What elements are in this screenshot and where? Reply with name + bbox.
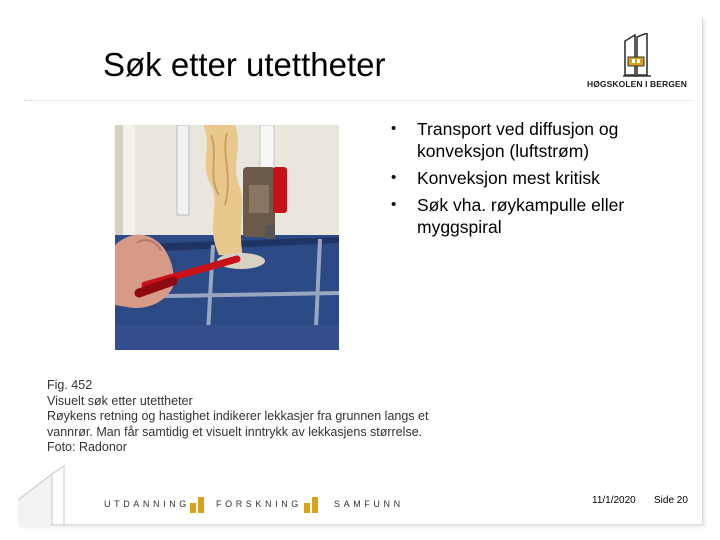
- footer-tagline: [104, 495, 424, 515]
- bullet-item: [387, 118, 697, 162]
- bullet-text: Søk vha. røykampulle eller myggspiral: [417, 195, 625, 237]
- bullet-text: Konveksjon mest kritisk: [417, 168, 600, 188]
- footer-word: FORSKNING: [216, 499, 302, 509]
- footer-word: SAMFUNN: [334, 499, 404, 509]
- figure-caption: [47, 378, 467, 456]
- slide-number: Side 20: [654, 495, 688, 506]
- caption-figure-number: Fig. 452: [47, 378, 93, 392]
- footer-word: UTDANNING: [104, 499, 190, 509]
- bullet-list: [387, 118, 697, 243]
- slide-title: Søk etter utettheter: [103, 46, 386, 83]
- footer-mark-icon: [190, 495, 206, 513]
- bullet-item: [387, 167, 697, 189]
- footer-corner-graphic: [18, 460, 78, 526]
- bullet-icon: •: [391, 196, 397, 213]
- footer-mark-icon: [304, 495, 320, 513]
- caption-line: vannrør. Man får samtidig et visuelt inntrykk av lekkasjens størrelse.: [47, 424, 423, 439]
- school-logo-icon: [623, 33, 651, 77]
- logo-text: HØGSKOLEN I BERGEN: [586, 79, 688, 89]
- school-logo: [585, 33, 689, 93]
- caption-line: Foto: Radonor: [47, 440, 127, 454]
- leak-photo: [115, 125, 339, 350]
- title-divider: [24, 100, 692, 101]
- bullet-item: [387, 194, 697, 238]
- bullet-text: Transport ved diffusjon og konveksjon (luftstrøm): [417, 119, 619, 161]
- bullet-icon: •: [391, 169, 397, 186]
- bullet-icon: •: [391, 120, 397, 137]
- slide-date: 11/1/2020: [592, 495, 636, 506]
- caption-line: Visuelt søk etter utettheter: [47, 393, 193, 408]
- caption-line: Røykens retning og hastighet indikerer lekkasjer fra grunnen langs et: [47, 409, 429, 423]
